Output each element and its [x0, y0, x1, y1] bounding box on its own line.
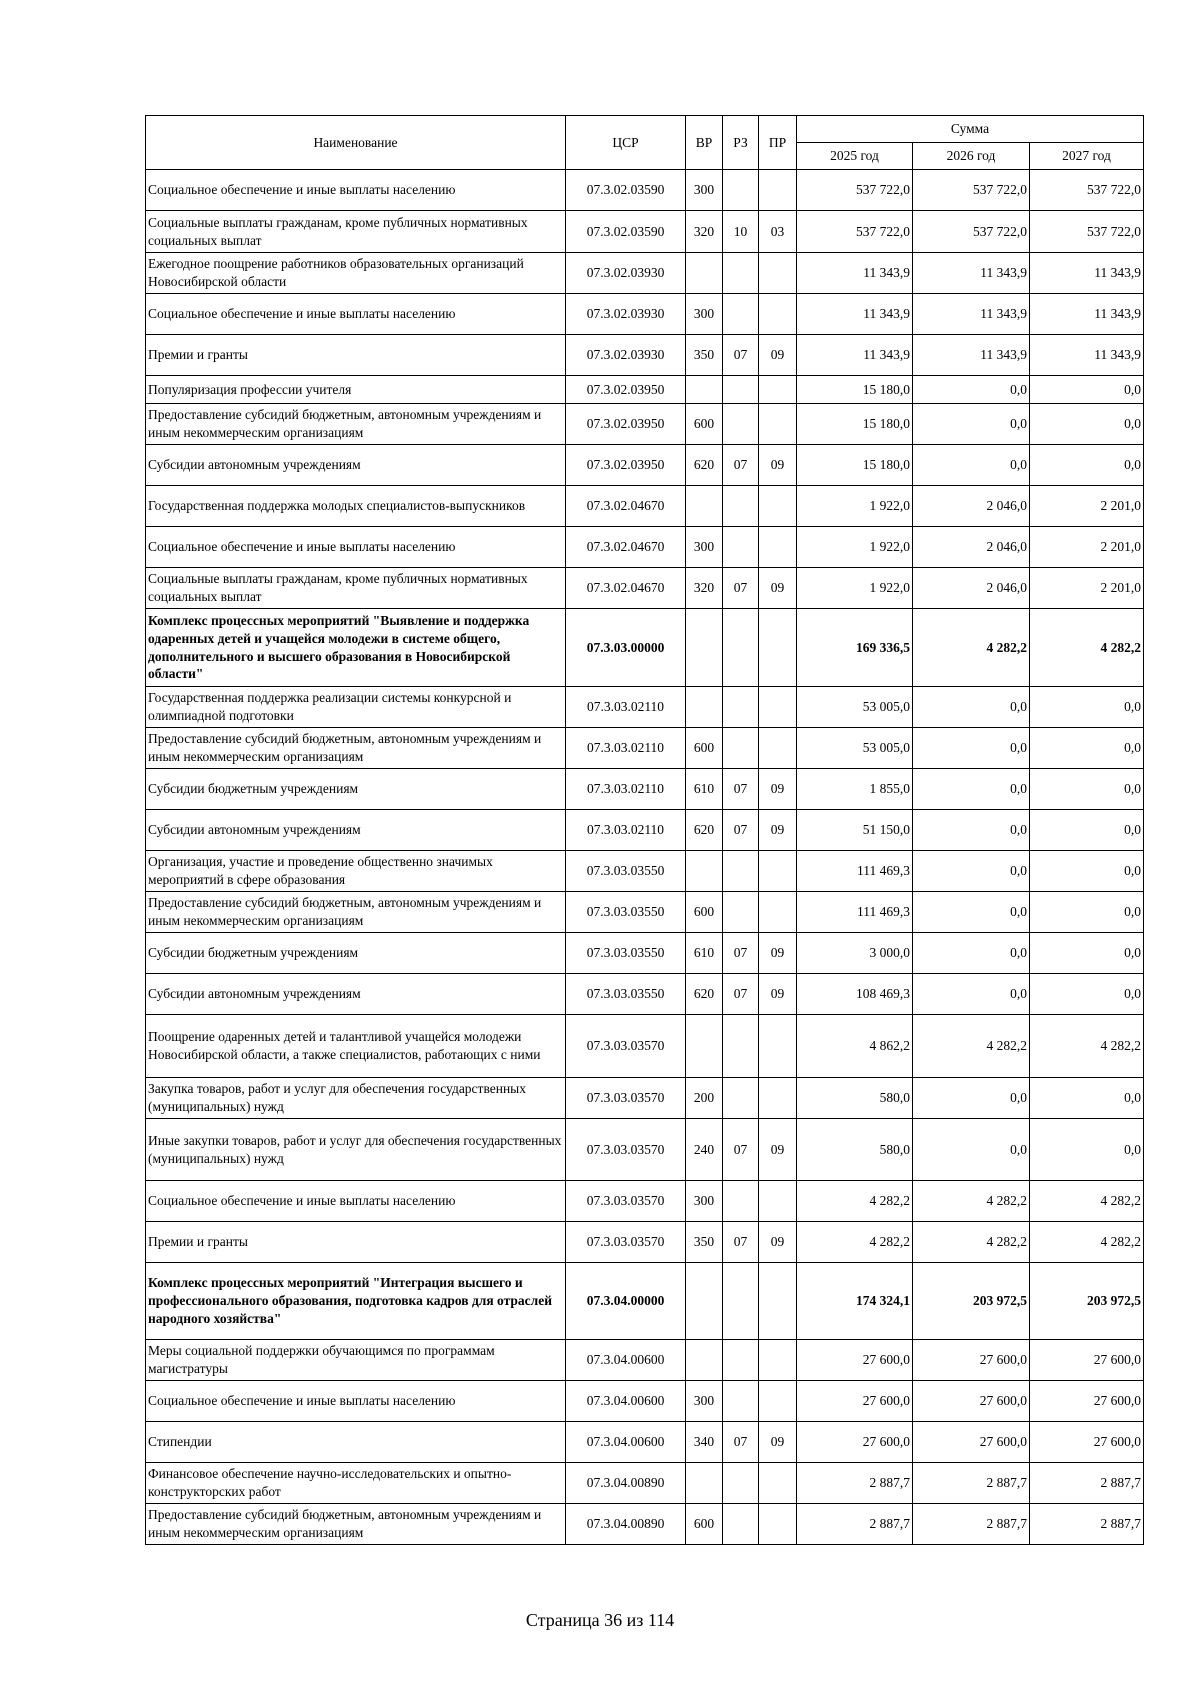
row-name: Социальное обеспечение и иные выплаты населению — [146, 527, 566, 568]
row-vr: 320 — [686, 211, 723, 253]
row-sum-2026: 4 282,2 — [913, 609, 1030, 687]
row-sum-2026: 2 046,0 — [913, 486, 1030, 527]
row-name: Финансовое обеспечение научно-исследовательских и опытно-конструкторских работ — [146, 1463, 566, 1504]
table-row — [146, 933, 1144, 974]
row-rz — [723, 1463, 759, 1504]
row-code: 07.3.02.04670 — [566, 486, 686, 527]
row-rz — [723, 486, 759, 527]
table-row — [146, 404, 1144, 445]
row-code: 07.3.03.03570 — [566, 1015, 686, 1078]
row-sum-2025: 111 469,3 — [797, 851, 913, 892]
row-name: Социальное обеспечение и иные выплаты населению — [146, 170, 566, 211]
row-sum-2025: 15 180,0 — [797, 376, 913, 404]
row-name: Социальное обеспечение и иные выплаты населению — [146, 1181, 566, 1222]
row-sum-2025: 537 722,0 — [797, 211, 913, 253]
table-row — [146, 253, 1144, 294]
row-pr — [759, 1015, 797, 1078]
row-name: Государственная поддержка реализации системы конкурсной и олимпиадной подготовки — [146, 687, 566, 728]
row-vr — [686, 1015, 723, 1078]
row-sum-2026: 27 600,0 — [913, 1381, 1030, 1422]
row-rz: 07 — [723, 1422, 759, 1463]
row-pr — [759, 527, 797, 568]
row-sum-2027: 0,0 — [1030, 1078, 1144, 1119]
row-pr: 09 — [759, 1119, 797, 1181]
row-sum-2027: 11 343,9 — [1030, 294, 1144, 335]
row-sum-2026: 0,0 — [913, 687, 1030, 728]
row-vr — [686, 486, 723, 527]
table-row — [146, 170, 1144, 211]
row-rz — [723, 1263, 759, 1340]
row-code: 07.3.03.02110 — [566, 769, 686, 810]
row-sum-2026: 4 282,2 — [913, 1181, 1030, 1222]
row-sum-2026: 0,0 — [913, 769, 1030, 810]
row-pr — [759, 609, 797, 687]
row-name: Организация, участие и проведение общественно значимых мероприятий в сфере образования — [146, 851, 566, 892]
table-row — [146, 1504, 1144, 1545]
row-code: 07.3.03.03550 — [566, 974, 686, 1015]
row-pr — [759, 1078, 797, 1119]
row-code: 07.3.02.04670 — [566, 527, 686, 568]
row-sum-2025: 1 922,0 — [797, 568, 913, 609]
row-rz — [723, 609, 759, 687]
row-pr — [759, 1504, 797, 1545]
row-pr: 09 — [759, 1222, 797, 1263]
row-name: Социальные выплаты гражданам, кроме публичных нормативных социальных выплат — [146, 568, 566, 609]
header-code: ЦСР — [566, 116, 686, 170]
row-sum-2027: 2 201,0 — [1030, 527, 1144, 568]
row-sum-2025: 4 862,2 — [797, 1015, 913, 1078]
row-sum-2026: 2 887,7 — [913, 1504, 1030, 1545]
budget-table — [145, 115, 1144, 1545]
row-sum-2025: 11 343,9 — [797, 253, 913, 294]
header-rz: РЗ — [723, 116, 759, 170]
row-pr: 09 — [759, 933, 797, 974]
row-sum-2026: 537 722,0 — [913, 170, 1030, 211]
row-vr — [686, 253, 723, 294]
row-sum-2026: 0,0 — [913, 728, 1030, 769]
row-sum-2026: 4 282,2 — [913, 1222, 1030, 1263]
row-rz — [723, 1340, 759, 1381]
row-rz — [723, 1015, 759, 1078]
page-number: Страница 36 из 114 — [525, 1610, 675, 1630]
table-row — [146, 892, 1144, 933]
row-pr — [759, 1463, 797, 1504]
row-name: Меры социальной поддержки обучающимся по программам магистратуры — [146, 1340, 566, 1381]
row-name: Предоставление субсидий бюджетным, автономным учреждениям и иным некоммерческим организациям — [146, 892, 566, 933]
row-pr — [759, 1263, 797, 1340]
row-sum-2025: 537 722,0 — [797, 170, 913, 211]
row-name: Государственная поддержка молодых специалистов-выпускников — [146, 486, 566, 527]
row-name: Предоставление субсидий бюджетным, автономным учреждениям и иным некоммерческим организациям — [146, 1504, 566, 1545]
row-vr — [686, 687, 723, 728]
row-sum-2025: 15 180,0 — [797, 445, 913, 486]
row-sum-2026: 0,0 — [913, 1078, 1030, 1119]
row-sum-2027: 27 600,0 — [1030, 1340, 1144, 1381]
row-sum-2025: 27 600,0 — [797, 1340, 913, 1381]
header-sum: Сумма — [797, 116, 1144, 143]
row-vr — [686, 851, 723, 892]
row-pr: 09 — [759, 1422, 797, 1463]
table-row — [146, 1015, 1144, 1078]
row-sum-2026: 4 282,2 — [913, 1015, 1030, 1078]
row-pr — [759, 1340, 797, 1381]
row-pr: 03 — [759, 211, 797, 253]
row-rz: 07 — [723, 810, 759, 851]
table-row — [146, 974, 1144, 1015]
row-sum-2026: 0,0 — [913, 974, 1030, 1015]
row-name: Предоставление субсидий бюджетным, автономным учреждениям и иным некоммерческим организациям — [146, 404, 566, 445]
row-pr — [759, 253, 797, 294]
row-name: Предоставление субсидий бюджетным, автономным учреждениям и иным некоммерческим организациям — [146, 728, 566, 769]
row-sum-2027: 4 282,2 — [1030, 1015, 1144, 1078]
row-pr: 09 — [759, 568, 797, 609]
row-code: 07.3.04.00000 — [566, 1263, 686, 1340]
row-sum-2027: 2 887,7 — [1030, 1504, 1144, 1545]
row-pr: 09 — [759, 810, 797, 851]
row-rz — [723, 404, 759, 445]
row-name: Субсидии автономным учреждениям — [146, 810, 566, 851]
row-sum-2027: 0,0 — [1030, 892, 1144, 933]
header-pr: ПР — [759, 116, 797, 170]
row-sum-2027: 0,0 — [1030, 404, 1144, 445]
row-sum-2027: 537 722,0 — [1030, 170, 1144, 211]
table-row — [146, 769, 1144, 810]
row-sum-2027: 4 282,2 — [1030, 1222, 1144, 1263]
row-name: Стипендии — [146, 1422, 566, 1463]
row-vr — [686, 609, 723, 687]
row-sum-2027: 4 282,2 — [1030, 609, 1144, 687]
row-sum-2027: 2 201,0 — [1030, 568, 1144, 609]
row-name: Ежегодное поощрение работников образовательных организаций Новосибирской области — [146, 253, 566, 294]
row-name: Субсидии автономным учреждениям — [146, 974, 566, 1015]
table-row — [146, 376, 1144, 404]
row-code: 07.3.03.03550 — [566, 851, 686, 892]
table-body — [146, 170, 1144, 1545]
row-vr: 600 — [686, 728, 723, 769]
row-sum-2027: 0,0 — [1030, 851, 1144, 892]
row-sum-2025: 3 000,0 — [797, 933, 913, 974]
row-name: Социальное обеспечение и иные выплаты населению — [146, 294, 566, 335]
row-code: 07.3.02.03950 — [566, 376, 686, 404]
row-sum-2025: 27 600,0 — [797, 1381, 913, 1422]
row-sum-2026: 537 722,0 — [913, 211, 1030, 253]
row-sum-2026: 11 343,9 — [913, 253, 1030, 294]
row-pr — [759, 294, 797, 335]
row-vr: 300 — [686, 294, 723, 335]
row-name: Премии и гранты — [146, 335, 566, 376]
row-sum-2027: 2 201,0 — [1030, 486, 1144, 527]
row-name: Иные закупки товаров, работ и услуг для обеспечения государственных (муниципальных) нужд — [146, 1119, 566, 1181]
table-row — [146, 294, 1144, 335]
row-sum-2025: 11 343,9 — [797, 294, 913, 335]
row-sum-2027: 0,0 — [1030, 1119, 1144, 1181]
row-rz — [723, 1181, 759, 1222]
row-rz: 07 — [723, 933, 759, 974]
row-code: 07.3.02.03930 — [566, 294, 686, 335]
table-row — [146, 1222, 1144, 1263]
row-rz: 10 — [723, 211, 759, 253]
row-name: Поощрение одаренных детей и талантливой учащейся молодежи Новосибирской области, а также специалистов, работающих с ними — [146, 1015, 566, 1078]
row-sum-2026: 0,0 — [913, 933, 1030, 974]
row-sum-2027: 0,0 — [1030, 974, 1144, 1015]
row-sum-2025: 174 324,1 — [797, 1263, 913, 1340]
row-sum-2027: 0,0 — [1030, 769, 1144, 810]
table-row — [146, 687, 1144, 728]
row-code: 07.3.02.03950 — [566, 445, 686, 486]
row-vr: 240 — [686, 1119, 723, 1181]
row-pr — [759, 170, 797, 211]
row-code: 07.3.04.00600 — [566, 1381, 686, 1422]
row-sum-2026: 27 600,0 — [913, 1340, 1030, 1381]
row-sum-2026: 2 046,0 — [913, 527, 1030, 568]
row-rz — [723, 687, 759, 728]
row-sum-2025: 111 469,3 — [797, 892, 913, 933]
row-name: Субсидии бюджетным учреждениям — [146, 933, 566, 974]
row-vr: 350 — [686, 1222, 723, 1263]
table-row — [146, 211, 1144, 253]
row-name: Социальные выплаты гражданам, кроме публичных нормативных социальных выплат — [146, 211, 566, 253]
table-row — [146, 568, 1144, 609]
row-sum-2026: 27 600,0 — [913, 1422, 1030, 1463]
row-vr: 610 — [686, 933, 723, 974]
row-rz — [723, 294, 759, 335]
table-row — [146, 1381, 1144, 1422]
table-row — [146, 1263, 1144, 1340]
row-sum-2027: 0,0 — [1030, 728, 1144, 769]
row-sum-2025: 2 887,7 — [797, 1463, 913, 1504]
row-rz — [723, 892, 759, 933]
row-rz — [723, 1078, 759, 1119]
row-pr: 09 — [759, 445, 797, 486]
row-sum-2027: 11 343,9 — [1030, 253, 1144, 294]
row-sum-2027: 0,0 — [1030, 687, 1144, 728]
row-code: 07.3.04.00890 — [566, 1463, 686, 1504]
row-rz — [723, 1381, 759, 1422]
row-name: Премии и гранты — [146, 1222, 566, 1263]
row-sum-2025: 108 469,3 — [797, 974, 913, 1015]
row-sum-2026: 0,0 — [913, 810, 1030, 851]
row-sum-2025: 1 922,0 — [797, 486, 913, 527]
table-row — [146, 1340, 1144, 1381]
row-vr: 300 — [686, 170, 723, 211]
header-year-2025: 2025 год — [797, 143, 913, 170]
row-vr — [686, 1340, 723, 1381]
row-vr: 300 — [686, 1181, 723, 1222]
table-row — [146, 1422, 1144, 1463]
row-code: 07.3.02.03930 — [566, 253, 686, 294]
row-sum-2026: 11 343,9 — [913, 294, 1030, 335]
row-rz — [723, 376, 759, 404]
row-sum-2026: 11 343,9 — [913, 335, 1030, 376]
header-name: Наименование — [146, 116, 566, 170]
row-sum-2025: 4 282,2 — [797, 1222, 913, 1263]
row-code: 07.3.03.03570 — [566, 1078, 686, 1119]
row-sum-2026: 203 972,5 — [913, 1263, 1030, 1340]
table-row — [146, 851, 1144, 892]
row-sum-2026: 0,0 — [913, 376, 1030, 404]
row-sum-2025: 1 922,0 — [797, 527, 913, 568]
row-sum-2027: 0,0 — [1030, 810, 1144, 851]
row-rz — [723, 253, 759, 294]
row-sum-2027: 0,0 — [1030, 445, 1144, 486]
row-sum-2026: 2 887,7 — [913, 1463, 1030, 1504]
row-vr: 600 — [686, 404, 723, 445]
row-sum-2026: 0,0 — [913, 1119, 1030, 1181]
table-row — [146, 728, 1144, 769]
row-sum-2027: 0,0 — [1030, 933, 1144, 974]
row-sum-2027: 27 600,0 — [1030, 1422, 1144, 1463]
row-code: 07.3.02.03590 — [566, 170, 686, 211]
row-vr: 610 — [686, 769, 723, 810]
row-code: 07.3.03.02110 — [566, 728, 686, 769]
table-row — [146, 810, 1144, 851]
row-sum-2027: 4 282,2 — [1030, 1181, 1144, 1222]
row-sum-2026: 0,0 — [913, 892, 1030, 933]
row-rz: 07 — [723, 769, 759, 810]
row-vr: 620 — [686, 974, 723, 1015]
table-row — [146, 445, 1144, 486]
row-code: 07.3.02.03950 — [566, 404, 686, 445]
row-rz: 07 — [723, 1222, 759, 1263]
row-sum-2027: 2 887,7 — [1030, 1463, 1144, 1504]
row-rz: 07 — [723, 974, 759, 1015]
row-sum-2027: 203 972,5 — [1030, 1263, 1144, 1340]
row-sum-2025: 2 887,7 — [797, 1504, 913, 1545]
row-sum-2026: 2 046,0 — [913, 568, 1030, 609]
row-pr — [759, 1381, 797, 1422]
header-vr: ВР — [686, 116, 723, 170]
row-sum-2025: 53 005,0 — [797, 728, 913, 769]
table-row — [146, 527, 1144, 568]
table-row — [146, 1078, 1144, 1119]
row-vr: 600 — [686, 1504, 723, 1545]
row-rz: 07 — [723, 1119, 759, 1181]
row-rz — [723, 527, 759, 568]
row-name: Комплекс процессных мероприятий "Интеграция высшего и профессионального образования, подготовка кадров для отраслей народного хозяйства" — [146, 1263, 566, 1340]
row-rz: 07 — [723, 568, 759, 609]
row-code: 07.3.03.03550 — [566, 892, 686, 933]
row-pr — [759, 404, 797, 445]
row-vr: 300 — [686, 527, 723, 568]
row-sum-2026: 0,0 — [913, 404, 1030, 445]
row-rz — [723, 1504, 759, 1545]
row-sum-2025: 53 005,0 — [797, 687, 913, 728]
row-pr — [759, 1181, 797, 1222]
row-code: 07.3.03.03570 — [566, 1119, 686, 1181]
row-pr — [759, 728, 797, 769]
row-vr: 320 — [686, 568, 723, 609]
row-code: 07.3.04.00600 — [566, 1422, 686, 1463]
row-sum-2025: 580,0 — [797, 1078, 913, 1119]
row-sum-2025: 1 855,0 — [797, 769, 913, 810]
row-code: 07.3.03.00000 — [566, 609, 686, 687]
row-vr: 200 — [686, 1078, 723, 1119]
row-code: 07.3.04.00600 — [566, 1340, 686, 1381]
row-pr: 09 — [759, 974, 797, 1015]
row-sum-2025: 51 150,0 — [797, 810, 913, 851]
row-name: Субсидии автономным учреждениям — [146, 445, 566, 486]
row-vr: 620 — [686, 445, 723, 486]
row-sum-2025: 4 282,2 — [797, 1181, 913, 1222]
row-vr: 340 — [686, 1422, 723, 1463]
row-rz — [723, 851, 759, 892]
table-row — [146, 1181, 1144, 1222]
row-pr: 09 — [759, 769, 797, 810]
row-sum-2027: 0,0 — [1030, 376, 1144, 404]
row-rz — [723, 728, 759, 769]
row-rz — [723, 170, 759, 211]
row-sum-2026: 0,0 — [913, 445, 1030, 486]
row-code: 07.3.02.03590 — [566, 211, 686, 253]
row-rz: 07 — [723, 445, 759, 486]
row-code: 07.3.03.02110 — [566, 687, 686, 728]
row-name: Комплекс процессных мероприятий "Выявление и поддержка одаренных детей и учащейся молодежи в системе общего, дополнительного и высшего образования в Новосибирской области" — [146, 609, 566, 687]
row-name: Субсидии бюджетным учреждениям — [146, 769, 566, 810]
row-name: Популяризация профессии учителя — [146, 376, 566, 404]
row-sum-2025: 11 343,9 — [797, 335, 913, 376]
row-sum-2026: 0,0 — [913, 851, 1030, 892]
row-sum-2025: 169 336,5 — [797, 609, 913, 687]
header-year-2027: 2027 год — [1030, 143, 1144, 170]
row-code: 07.3.04.00890 — [566, 1504, 686, 1545]
row-pr — [759, 687, 797, 728]
table-row — [146, 335, 1144, 376]
row-vr: 300 — [686, 1381, 723, 1422]
row-sum-2025: 15 180,0 — [797, 404, 913, 445]
row-rz: 07 — [723, 335, 759, 376]
row-name: Закупка товаров, работ и услуг для обеспечения государственных (муниципальных) нужд — [146, 1078, 566, 1119]
row-vr — [686, 1463, 723, 1504]
row-code: 07.3.02.03930 — [566, 335, 686, 376]
row-code: 07.3.03.03550 — [566, 933, 686, 974]
row-vr: 350 — [686, 335, 723, 376]
row-vr — [686, 1263, 723, 1340]
row-sum-2027: 27 600,0 — [1030, 1381, 1144, 1422]
row-vr: 620 — [686, 810, 723, 851]
table-row — [146, 1119, 1144, 1181]
row-code: 07.3.03.03570 — [566, 1222, 686, 1263]
row-sum-2027: 537 722,0 — [1030, 211, 1144, 253]
row-sum-2027: 11 343,9 — [1030, 335, 1144, 376]
row-name: Социальное обеспечение и иные выплаты населению — [146, 1381, 566, 1422]
row-pr — [759, 486, 797, 527]
row-pr — [759, 892, 797, 933]
row-code: 07.3.02.04670 — [566, 568, 686, 609]
row-code: 07.3.03.03570 — [566, 1181, 686, 1222]
row-vr: 600 — [686, 892, 723, 933]
row-sum-2025: 27 600,0 — [797, 1422, 913, 1463]
table-row — [146, 1463, 1144, 1504]
row-pr — [759, 851, 797, 892]
table-row — [146, 609, 1144, 687]
row-vr — [686, 376, 723, 404]
table-row — [146, 486, 1144, 527]
row-pr: 09 — [759, 335, 797, 376]
row-sum-2025: 580,0 — [797, 1119, 913, 1181]
row-pr — [759, 376, 797, 404]
row-code: 07.3.03.02110 — [566, 810, 686, 851]
header-year-2026: 2026 год — [913, 143, 1030, 170]
